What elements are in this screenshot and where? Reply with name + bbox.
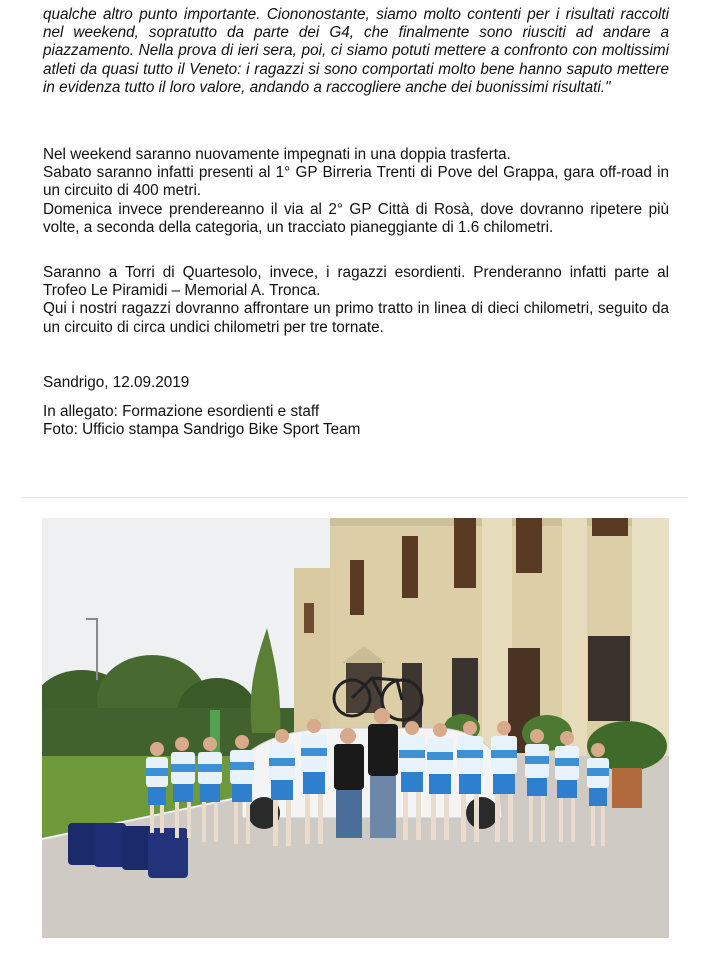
esordienti-line-1: Saranno a Torri di Quartesolo, invece, i ragazzi esordienti. Prenderanno infatti parte al Trofeo Le Piramidi – Memorial A. Tronca. (43, 264, 669, 300)
esordienti-line-2: Qui i nostri ragazzi dovranno affrontare un primo tratto in linea di dieci chilometri, seguito da un circuito di circa undici chilometri per tre tornate. (43, 300, 669, 336)
weekend-paragraph (43, 146, 669, 237)
quote-text: qualche altro punto importante. Ciononostante, siamo molto contenti per i risultati raccolti nel weekend, sopratutto da parte dei G4, che finalmente sono riusciti ad andare a piazzamento. Nella prova di ieri sera, poi, ci siamo potuti mettere a confronto con moltissimi atleti da quasi tutto il Veneto: i ragazzi si sono comportati molto bene hanno saputo mettere in evidenza tutto il loro valore, andando a raccogliere anche dei buonissimi risultati." (43, 6, 669, 96)
weekend-line-3: Domenica invece prendereanno il via al 2° GP Città di Rosà, dove dovranno ripetere più volte, a seconda della categoria, un tracciato pianeggiante di 1.6 chilometri. (43, 200, 669, 236)
attachment-line: In allegato: Formazione esordienti e staff (43, 403, 320, 420)
weekend-line-1: Nel weekend saranno nuovamente impegnati in una doppia trasferta. (43, 146, 511, 163)
team-photo-illustration (42, 518, 669, 938)
weekend-line-2: Sabato saranno infatti presenti al 1° GP Birreria Trenti di Pove del Grappa, gara off-road in un circuito di 400 metri. (43, 164, 669, 200)
section-divider (22, 497, 688, 498)
villa-building (294, 518, 669, 758)
esordienti-paragraph (43, 264, 669, 337)
quote-paragraph (43, 6, 669, 97)
attachments-block (43, 403, 669, 439)
date-line: Sandrigo, 12.09.2019 (43, 374, 190, 391)
team-photo (42, 518, 669, 938)
photo-credit-line: Foto: Ufficio stampa Sandrigo Bike Sport Team (43, 421, 361, 439)
